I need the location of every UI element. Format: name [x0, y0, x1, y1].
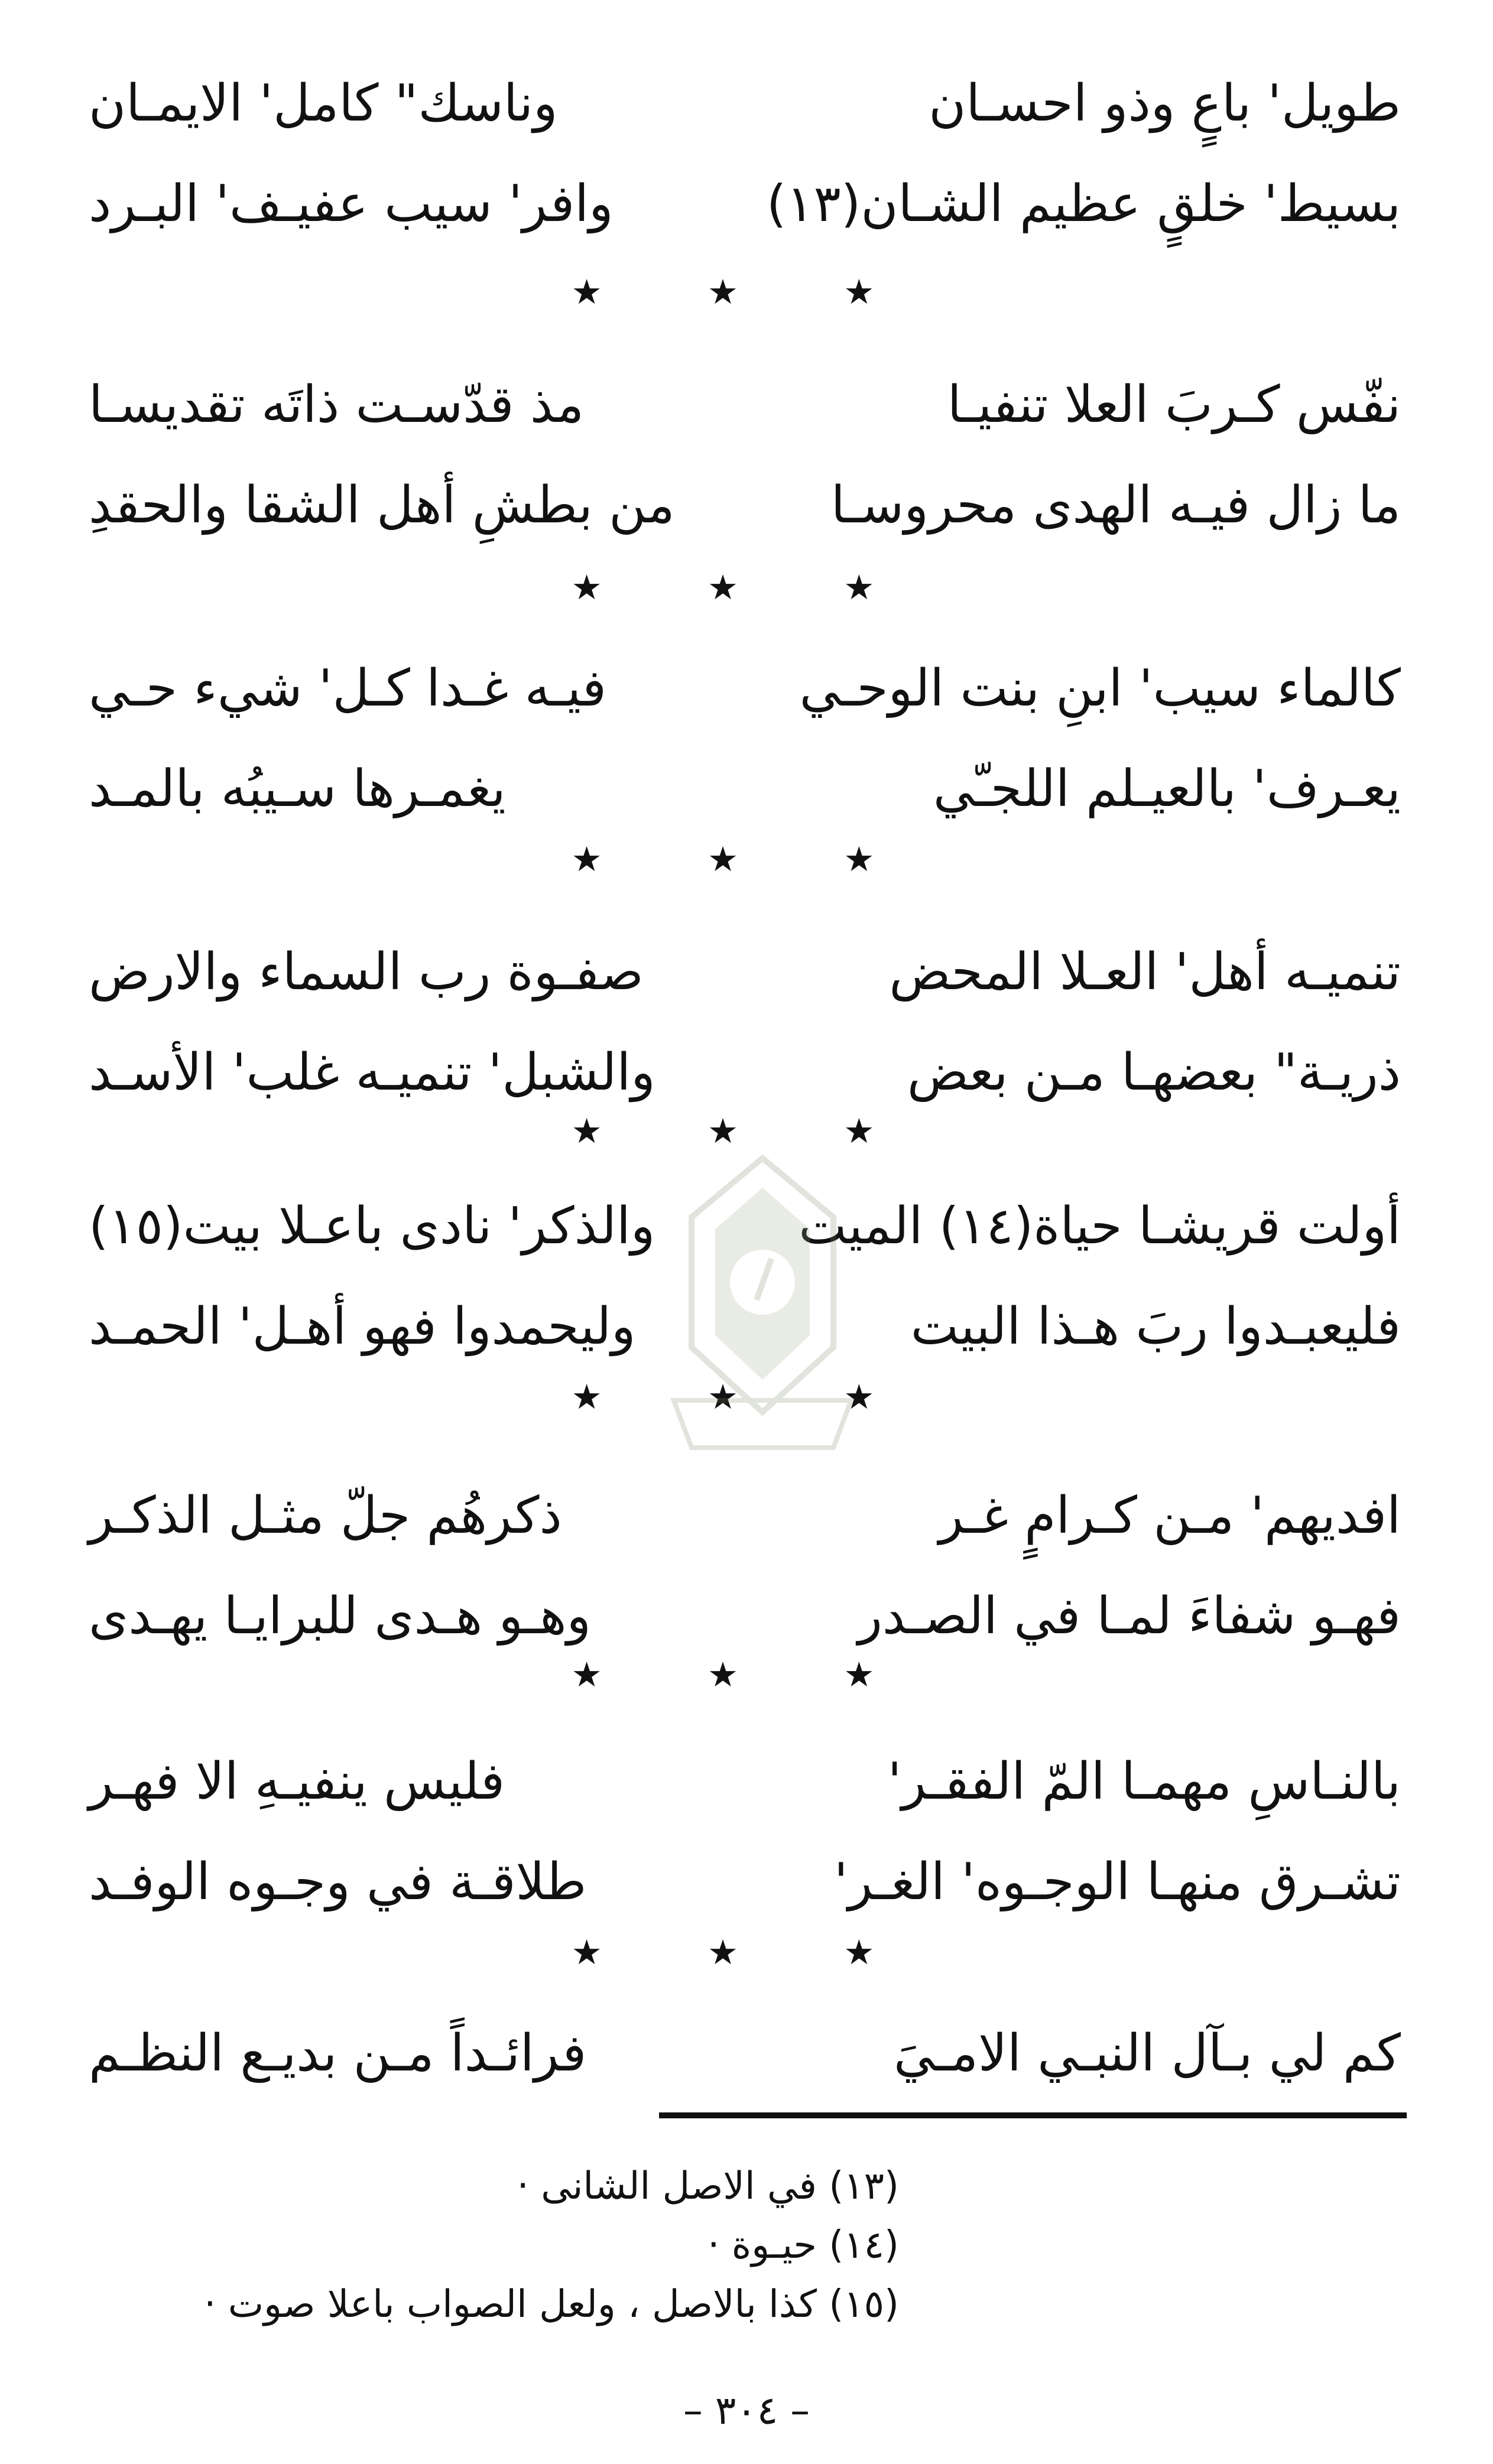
hemistich-first: تنميـه أهل' العـلا المحض [889, 942, 1401, 1002]
verse-line [89, 455, 1401, 555]
verse-line [89, 922, 1401, 1022]
hemistich-second: وافر' سيب عفيـف' البـرد [89, 174, 614, 233]
stanza-4 [89, 922, 1401, 1123]
page-number: – ٣٠٤ – [683, 2388, 810, 2433]
verse-line [89, 1465, 1401, 1566]
hemistich-first: طويل' باعٍ وذو احسـان [929, 74, 1401, 133]
hemistich-first: نفّس كـربَ العلا تنفيـا [947, 375, 1401, 434]
hemistich-first: أولت قريشـا حياة(١٤) الميت [799, 1197, 1401, 1256]
hemistich-first: كم لي بـآل النبـي الامـيَ [894, 2024, 1401, 2083]
stanza-separator: ★ ★ ★ [571, 1377, 922, 1417]
stanza-7 [89, 1731, 1401, 1932]
stanza-separator: ★ ★ ★ [571, 272, 922, 312]
stanza-separator: ★ ★ ★ [571, 1111, 922, 1151]
hemistich-first: تشـرق منهـا الوجـوه' الغـر' [834, 1852, 1401, 1912]
stanza-separator: ★ ★ ★ [571, 839, 922, 879]
hemistich-first: افديهم' مـن كـرامٍ غـر [939, 1486, 1401, 1545]
hemistich-second: ذكرهُم جلّ مثـل الذكـر [89, 1486, 562, 1545]
hemistich-second: من بطشِ أهل الشقا والحقدِ [89, 476, 675, 535]
hemistich-second: فرائـداً مـن بديـع النظـم [89, 2024, 587, 2083]
hemistich-second: صفـوة رب السماء والارض [89, 942, 644, 1002]
stanza-separator: ★ ★ ★ [571, 1932, 922, 1972]
footnote-item: (١٤) حيـوة · [707, 2224, 899, 2267]
hemistich-first: بسيط' خلقٍ عظيم الشـان(١٣) [766, 174, 1401, 233]
hemistich-first: يعـرف' بالعيـلم اللجـّي [933, 759, 1401, 818]
verse-line [89, 638, 1401, 739]
stanza-1 [89, 53, 1401, 254]
hemistich-second: والشبل' تنميـه غلب' الأسـد [89, 1043, 655, 1102]
verse-line [89, 1022, 1401, 1123]
verse-line [89, 739, 1401, 839]
hemistich-first: فليعبـدوا ربَ هـذا البيت [910, 1297, 1401, 1356]
verse-line [89, 1731, 1401, 1832]
verse-line [89, 355, 1401, 455]
hemistich-second: يغمـرها سـيبُه بالمـد [89, 759, 506, 818]
hemistich-second: مذ قدّسـت ذاتَه تقديسـا [89, 375, 585, 434]
verse-line [89, 1566, 1401, 1666]
verse-line [89, 2003, 1401, 2104]
hemistich-second: وناسك" كامل' الايمـان [89, 74, 558, 133]
verse-line [89, 1832, 1401, 1932]
verse-line [89, 154, 1401, 254]
hemistich-first: ما زال فيـه الهدى محروسـا [830, 476, 1401, 535]
stanza-2 [89, 355, 1401, 555]
hemistich-second: والذكر' نادى باعـلا بيت(١٥) [89, 1197, 655, 1256]
footnote-item: (١٣) في الاصل الشانى · [517, 2164, 899, 2208]
hemistich-first: فهـو شفاءَ لمـا في الصـدر [858, 1587, 1401, 1646]
hemistich-first: بالنـاسِ مهمـا المّ الفقـر' [887, 1752, 1401, 1811]
stanza-6 [89, 1465, 1401, 1666]
watermark-emblem-icon [638, 1152, 887, 1459]
hemistich-second: وليحمدوا فهو أهـل' الحمـد [89, 1297, 636, 1356]
footnote-divider [659, 2112, 1407, 2118]
hemistich-first: كالماء سيب' ابنِ بنت الوحـي [799, 659, 1401, 718]
hemistich-second: وهـو هـدى للبرايـا يهـدى [89, 1587, 592, 1646]
hemistich-second: طلاقـة في وجـوه الوفـد [89, 1852, 587, 1912]
stanza-separator: ★ ★ ★ [571, 1654, 922, 1695]
stanza-8 [89, 2003, 1401, 2104]
verse-line [89, 53, 1401, 154]
footnotes [72, 2157, 899, 2334]
hemistich-second: فيـه غـدا كـل' شيء حـي [89, 659, 607, 718]
footnote-item: (١٥) كذا بالاصل ، ولعل الصواب باعلا صوت · [204, 2283, 899, 2326]
stanza-separator: ★ ★ ★ [571, 567, 922, 607]
hemistich-second: فليس ينفيـهِ الا فهـر [89, 1752, 505, 1811]
stanza-3 [89, 638, 1401, 839]
hemistich-first: ذريـة" بعضهـا مـن بعض [907, 1043, 1401, 1102]
